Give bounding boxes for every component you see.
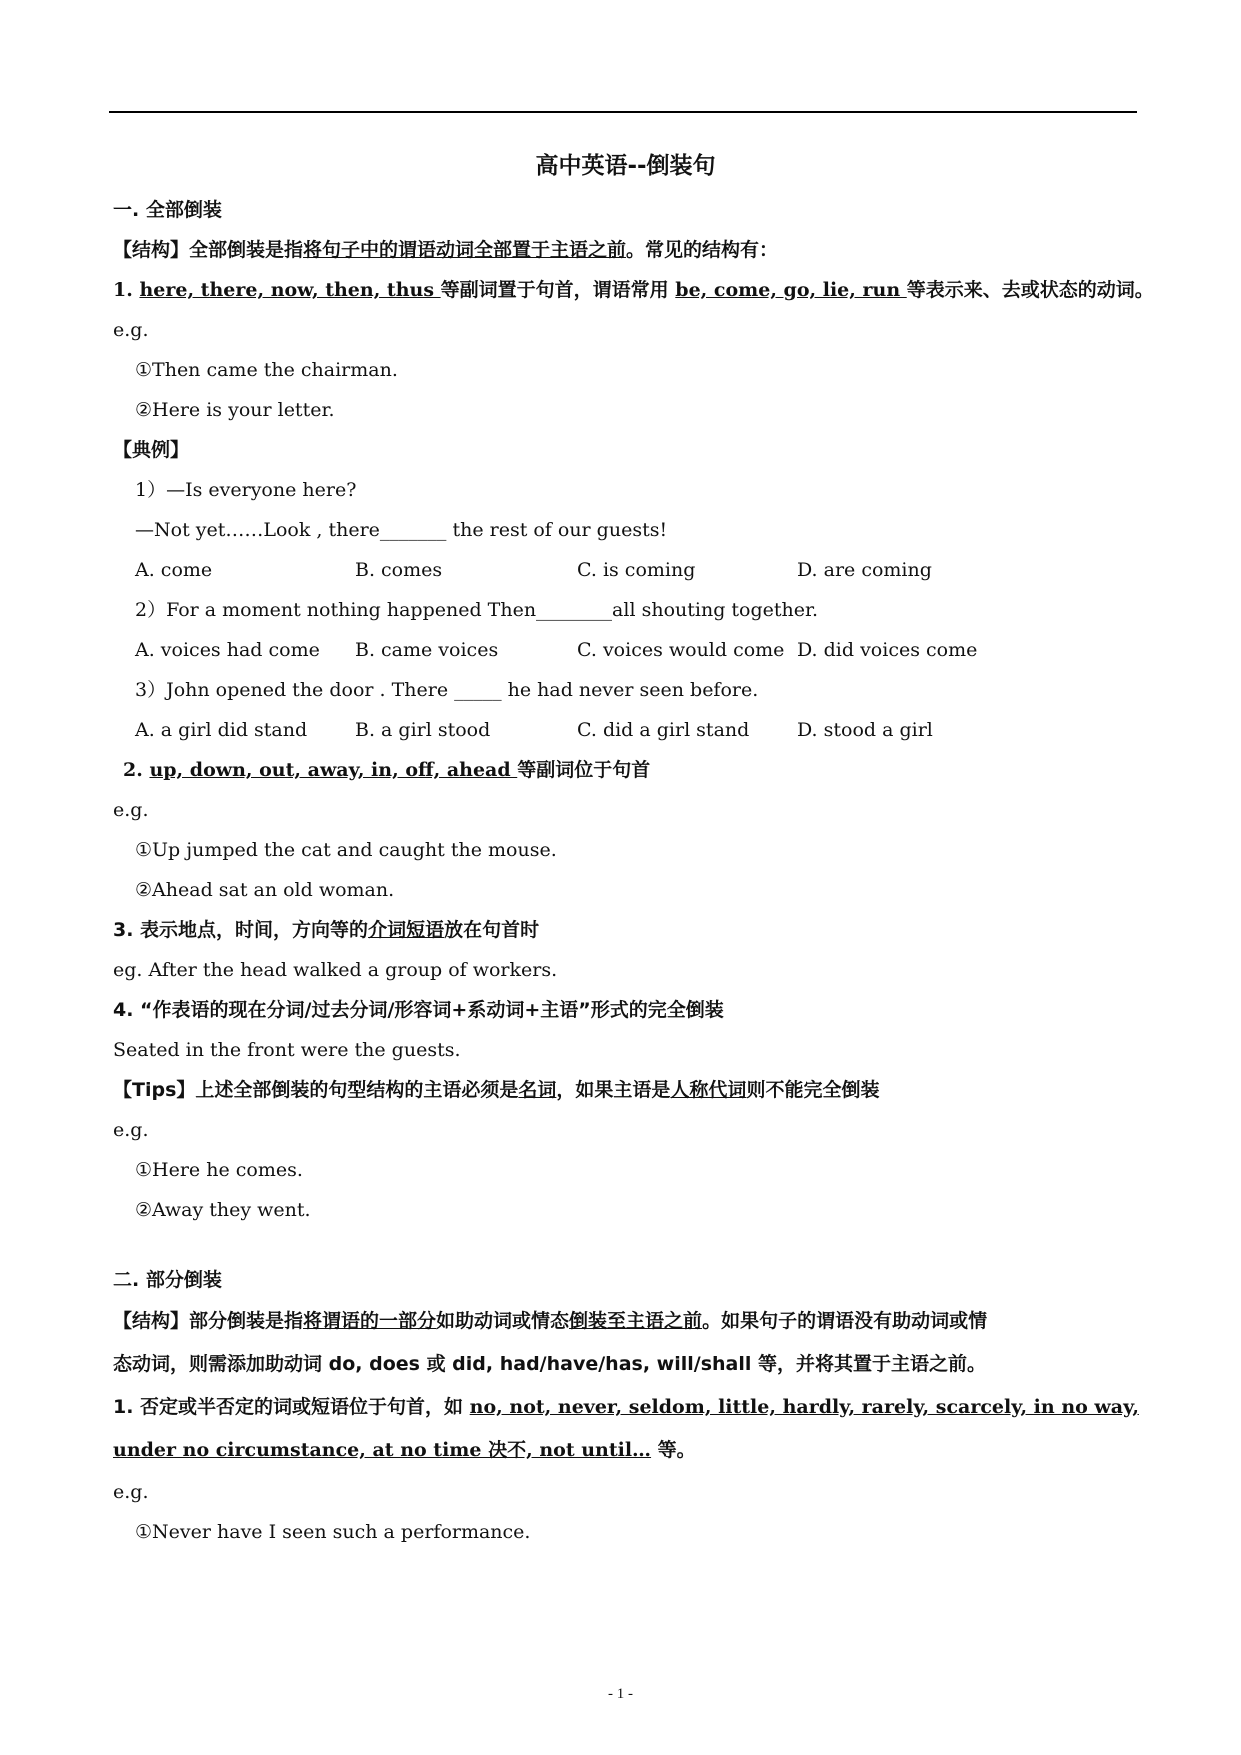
option: D. stood a girl bbox=[797, 719, 933, 741]
option: B. comes bbox=[355, 559, 443, 581]
example: ②Here is your letter. bbox=[135, 399, 335, 421]
example: ①Never have I seen such a performance. bbox=[135, 1521, 531, 1543]
page-title: 高中英语--倒装句 bbox=[535, 153, 716, 179]
structure-note: 【结构】部分倒装是指将谓语的一部分如助动词或情态倒装至主语之前。如果句子的谓语没有助动词或情 bbox=[113, 1310, 988, 1332]
structure-note-cont: 态动词，则需添加助动词 do, does 或 did, had/have/has, will/shall 等，并将其置于主语之前。 bbox=[113, 1353, 986, 1375]
tips-note: 【Tips】上述全部倒装的句型结构的主语必须是名词，如果主语是人称代词则不能完全倒装 bbox=[113, 1079, 880, 1101]
example: ②Away they went. bbox=[135, 1199, 311, 1221]
option: A. voices had come bbox=[135, 639, 320, 661]
rule-1-cont: under no circumstance, at no time 决不, not until… 等。 bbox=[113, 1439, 696, 1461]
eg-label: e.g. bbox=[113, 799, 149, 821]
options-2 bbox=[113, 630, 1138, 670]
example: ②Ahead sat an old woman. bbox=[135, 879, 395, 901]
eg-label: e.g. bbox=[113, 1119, 149, 1141]
question-1: 1）—Is everyone here? bbox=[135, 479, 357, 501]
rule-4: 4. “作表语的现在分词/过去分词/形容词+系动词+主语”形式的完全倒装 bbox=[113, 999, 724, 1021]
section-heading: 二. 部分倒装 bbox=[113, 1269, 222, 1291]
structure-note: 【结构】全部倒装是指将句子中的谓语动词全部置于主语之前。常见的结构有： bbox=[113, 239, 779, 261]
example: Seated in the front were the guests. bbox=[113, 1039, 461, 1061]
eg-label: e.g. bbox=[113, 1481, 149, 1503]
eg-label: e.g. bbox=[113, 319, 149, 341]
example: ①Up jumped the cat and caught the mouse. bbox=[135, 839, 557, 861]
rule-1: 1. 否定或半否定的词或短语位于句首，如 no, not, never, seldom, little, hardly, rarely, scarcely, in no way, bbox=[113, 1396, 1139, 1418]
example: eg. After the head walked a group of workers. bbox=[113, 959, 558, 981]
page-number: - 1 - bbox=[608, 1686, 633, 1702]
option: A. come bbox=[135, 559, 213, 581]
example: ①Here he comes. bbox=[135, 1159, 303, 1181]
option: B. came voices bbox=[355, 639, 499, 661]
spacer bbox=[113, 1230, 1138, 1260]
option: B. a girl stood bbox=[355, 719, 491, 741]
example: ①Then came the chairman. bbox=[135, 359, 398, 381]
dianli-label: 【典例】 bbox=[113, 439, 190, 461]
option: D. did voices come bbox=[797, 639, 978, 661]
document-body bbox=[113, 146, 1154, 1552]
question-1-line-2: —Not yet……Look , there_______ the rest of our guests! bbox=[135, 519, 668, 541]
question-2: 2）For a moment nothing happened Then________all shouting together. bbox=[135, 599, 819, 621]
rule-3: 3. 表示地点，时间，方向等的介词短语放在句首时 bbox=[113, 919, 540, 941]
option: A. a girl did stand bbox=[135, 719, 308, 741]
header-rule bbox=[109, 111, 1137, 113]
options-1 bbox=[113, 550, 1138, 590]
option: D. are coming bbox=[797, 559, 932, 581]
option: C. did a girl stand bbox=[577, 719, 750, 741]
rule-2: 2. up, down, out, away, in, off, ahead 等副词位于句首 bbox=[123, 759, 651, 781]
option: C. is coming bbox=[577, 559, 696, 581]
section-heading: 一. 全部倒装 bbox=[113, 199, 222, 221]
rule-1: 1. here, there, now, then, thus 等副词置于句首，谓语常用 be, come, go, lie, run 等表示来、去或状态的动词。 bbox=[113, 279, 1154, 301]
option: C. voices would come bbox=[577, 639, 785, 661]
question-3: 3）John opened the door . There _____ he had never seen before. bbox=[135, 679, 759, 701]
options-3 bbox=[113, 710, 1138, 750]
